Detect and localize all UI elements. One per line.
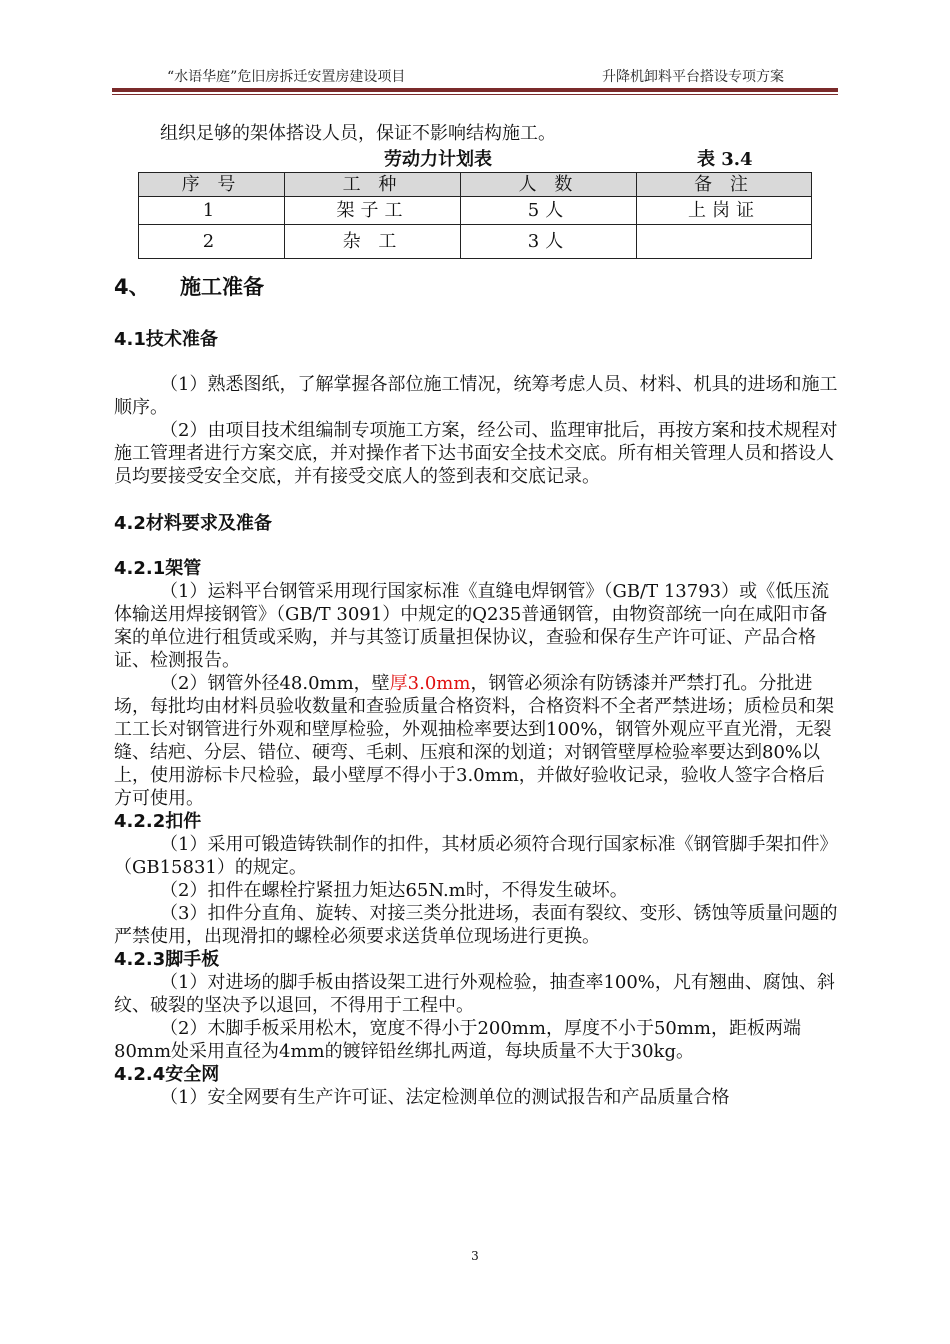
section-4-2-2-para-1: （1）采用可锻造铸铁制作的扣件，其材质必须符合现行国家标准《钢管脚手架扣件》（GB15831）的规定。 (114, 834, 838, 878)
header-rule-thick (112, 88, 838, 92)
section-4-heading (114, 276, 838, 306)
section-4-2-2-para-2: （2）扣件在螺栓拧紧扭力矩达65N.m时，不得发生破坏。 (160, 880, 628, 901)
section-4-2-1-para-2 (114, 672, 838, 810)
section-4-title: 施工准备 (180, 275, 264, 299)
document-body (114, 122, 838, 1109)
table-title: 劳动力计划表 (384, 149, 492, 170)
table-cell: 架子工 (285, 197, 461, 225)
table-cell: 5人 (461, 197, 637, 225)
table-header-cell: 备 注 (637, 173, 812, 197)
table-cell: 2 (139, 225, 285, 259)
table-cell: 上岗证 (637, 197, 812, 225)
section-4-1-para-2: （2）由项目技术组编制专项施工方案，经公司、监理审批后，再按方案和技术规程对施工管理者进行方案交底，并对操作者下达书面安全技术交底。所有相关管理人员和搭设人员均要接受安全交底，并有接受交底人的签到表和交底记录。 (114, 420, 838, 487)
highlighted-wall-thickness: 厚3.0mm (389, 673, 471, 694)
para-text: ，钢管必须涂有防锈漆并严禁打孔。分批进场，每批均由材料员验收数量和查验质量合格资料，合格资料不全者严禁进场；质检员和架工工长对钢管进行外观和壁厚检验，外观抽检率要达到100%，钢管外观应平直光滑，无裂缝、结疤、分层、错位、硬弯、毛刺、压痕和深的划道；对钢管壁厚检验率要达到80%以上，使用游标卡尺检验，最小壁厚不得小于3.0mm，并做好验收记录，验收人签字合格后方可使用。 (114, 673, 834, 809)
section-4-1-para-1: （1）熟悉图纸，了解掌握各部位施工情况，统筹考虑人员、材料、机具的进场和施工顺序。 (114, 374, 838, 418)
page-header (112, 66, 838, 86)
section-4-2-3-heading: 4.2.3脚手板 (114, 949, 220, 970)
section-4-2-heading: 4.2材料要求及准备 (114, 513, 272, 534)
section-4-2-1-para-1: （1）运料平台钢管采用现行国家标准《直缝电焊钢管》（GB/T 13793）或《低压流体输送用焊接钢管》（GB/T 3091）中规定的Q235普通钢管，由物资部统一向在咸阳市备案的单位进行租赁或采购，并与其签订质量担保协议，查验和保存生产许可证、产品合格证、检测报告。 (114, 581, 830, 671)
labor-plan-table (138, 172, 812, 259)
intro-paragraph: 组织足够的架体搭设人员，保证不影响结构施工。 (160, 123, 556, 144)
table-cell: 3人 (461, 225, 637, 259)
table-header-cell: 人 数 (461, 173, 637, 197)
section-4-1-heading: 4.1技术准备 (114, 329, 218, 350)
table-caption (114, 147, 838, 172)
table-header-cell: 工 种 (285, 173, 461, 197)
section-4-2-3-para-2: （2）木脚手板采用松木，宽度不得小于200mm，厚度不小于50mm，距板两端80mm处采用直径为4mm的镀锌铅丝绑扎两道，每块质量不大于30kg。 (114, 1018, 801, 1062)
table-number: 表 3.4 (697, 149, 753, 170)
table-row (139, 225, 812, 259)
table-header-row (139, 173, 812, 197)
table-cell: 1 (139, 197, 285, 225)
section-4-2-1-heading: 4.2.1架管 (114, 558, 202, 579)
section-4-2-3-para-1: （1）对进场的脚手板由搭设架工进行外观检验，抽查率100%，凡有翘曲、腐蚀、斜纹、破裂的坚决予以退回，不得用于工程中。 (114, 972, 835, 1016)
header-rule-thin (112, 94, 838, 95)
section-4-2-4-para-1: （1）安全网要有生产许可证、法定检测单位的测试报告和产品质量合格 (160, 1087, 730, 1108)
page-number: 3 (471, 1249, 479, 1263)
section-4-number: 4、 (114, 275, 150, 299)
section-4-2-2-para-3: （3）扣件分直角、旋转、对接三类分批进场，表面有裂纹、变形、锈蚀等质量问题的严禁使用，出现滑扣的螺栓必须要求送货单位现场进行更换。 (114, 903, 838, 947)
table-row (139, 197, 812, 225)
table-cell: 杂 工 (285, 225, 461, 259)
section-4-2-4-heading: 4.2.4安全网 (114, 1064, 220, 1085)
table-header-cell: 序 号 (139, 173, 285, 197)
section-4-2-2-heading: 4.2.2扣件 (114, 811, 202, 832)
header-project-name: “水语华庭”危旧房拆迁安置房建设项目 (167, 69, 406, 85)
para-text: （2）钢管外径48.0mm，壁 (160, 673, 390, 694)
table-cell (637, 225, 812, 259)
header-doc-title: 升降机卸料平台搭设专项方案 (602, 69, 784, 85)
